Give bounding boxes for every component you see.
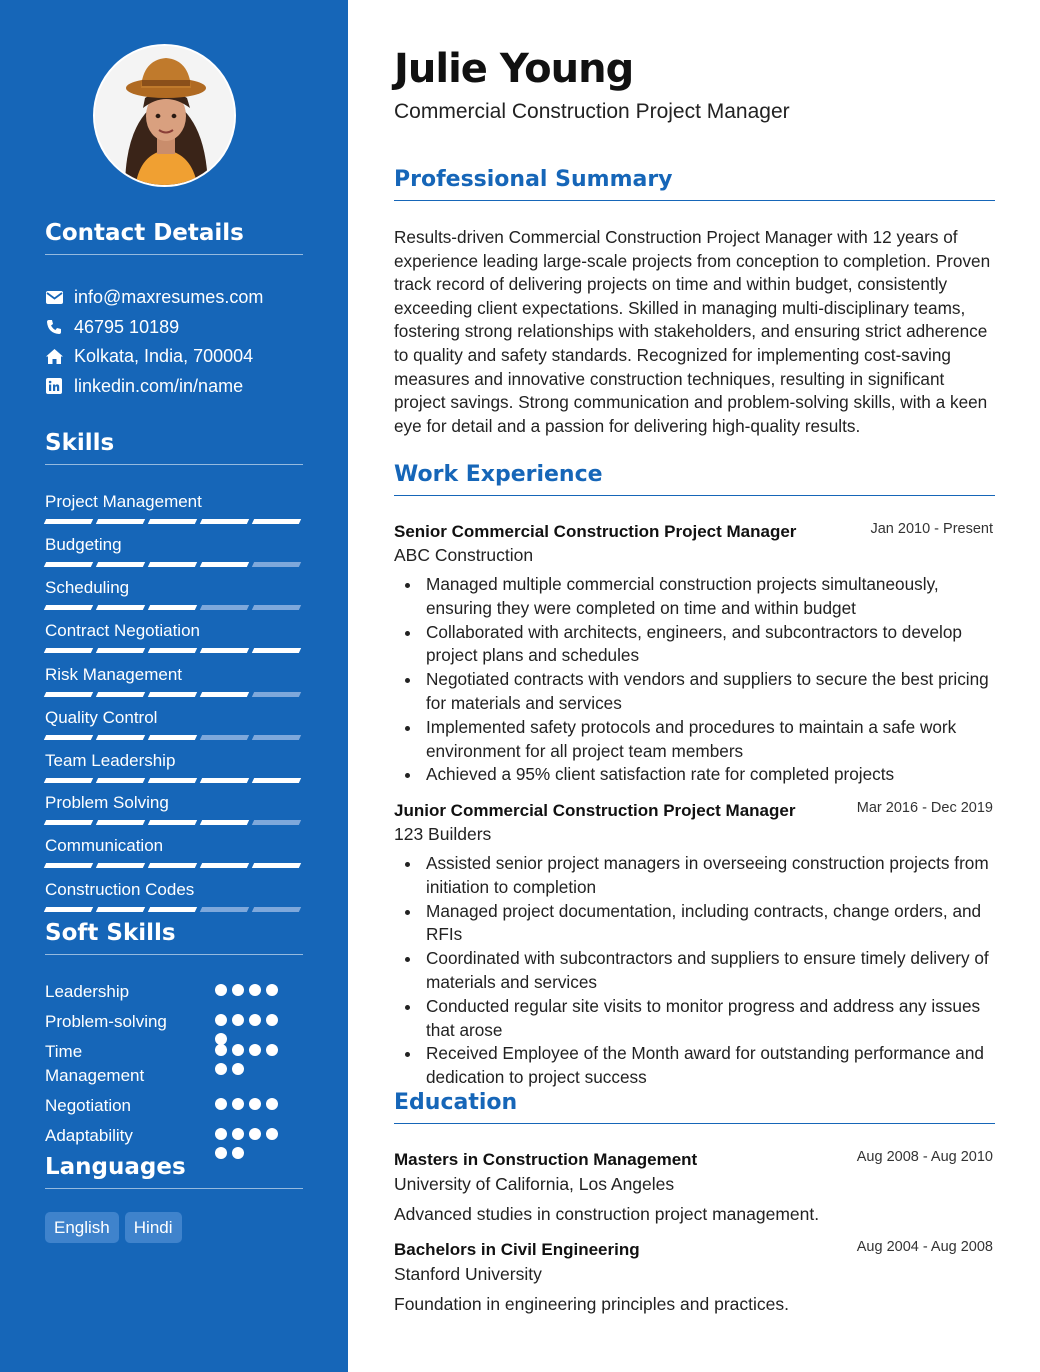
contact-linkedin-text: linkedin.com/in/name [74, 375, 244, 396]
skill-item [45, 577, 303, 610]
skill-level-segment [44, 692, 93, 697]
soft-skill-dot [215, 1014, 227, 1026]
list-item: Implemented safety protocols and procedures to maintain a safe work environment for all project team members [426, 716, 994, 764]
skill-level-segment [148, 778, 197, 783]
skill-level-segment [252, 863, 301, 868]
soft-skill-name: Negotiation [45, 1096, 132, 1115]
linkedin-icon [45, 377, 63, 395]
skill-level-segment [148, 735, 197, 740]
skill-name: Problem Solving [45, 793, 169, 812]
phone-icon [45, 318, 63, 336]
skill-level-bars [45, 820, 303, 825]
skill-level-segment [252, 605, 301, 610]
sidebar [0, 0, 348, 1372]
skill-level-segment [200, 519, 249, 524]
summary-text: Results-driven Commercial Construction Project Manager with 12 years of experience leading large-scale projects from conception to completion. Proven track record of delivering projects on time and within budget, consistently exceeding client expectations. Skilled in managing multi-disciplinary teams, fostering strong relationships with stakeholders, and ensuring strict adherence to quality and safety standards. Recognized for implementing cost-saving measures and innovative construction techniques, resulting in significant project savings. Strong communication and problem-solving skills, with a keen eye for detail and a passion for delivering high-quality results. [394, 227, 991, 436]
skill-name: Budgeting [45, 535, 122, 554]
languages-list [45, 1212, 182, 1243]
soft-skill-dot [232, 1128, 244, 1140]
skill-level-bars [45, 778, 303, 783]
soft-skill-item [45, 1040, 285, 1088]
skill-level-bars [45, 907, 303, 912]
skill-level-segment [96, 562, 145, 567]
soft-skill-dot [232, 1014, 244, 1026]
skill-level-segment [148, 648, 197, 653]
soft-skill-item [45, 1010, 285, 1034]
soft-skill-dot [249, 984, 261, 996]
list-item: Collaborated with architects, engineers, and subcontractors to develop project plans and schedules [426, 621, 994, 669]
skill-item [45, 534, 303, 567]
soft-skill-dots [215, 1044, 287, 1075]
summary-heading: Professional Summary [394, 167, 995, 201]
skill-level-segment [44, 863, 93, 868]
skill-item [45, 792, 303, 825]
skill-item [45, 491, 303, 524]
contact-address-text: Kolkata, India, 700004 [74, 345, 254, 366]
language-tag: Hindi [125, 1212, 182, 1243]
skill-level-segment [200, 778, 249, 783]
list-item: Managed project documentation, including contracts, change orders, and RFIs [426, 900, 994, 948]
soft-skill-dot [266, 984, 278, 996]
soft-skill-dot [249, 1044, 261, 1056]
soft-skill-name: Problem-solving [45, 1012, 167, 1031]
skill-name: Construction Codes [45, 880, 195, 899]
skill-level-segment [252, 648, 301, 653]
skill-level-segment [252, 778, 301, 783]
list-item: Conducted regular site visits to monitor progress and address any issues that arose [426, 995, 994, 1043]
skill-level-bars [45, 692, 303, 697]
contact-linkedin[interactable] [45, 375, 243, 397]
list-item: Assisted senior project managers in overseeing construction projects from initiation to completion [426, 852, 994, 900]
soft-skill-dots [215, 1098, 287, 1110]
skill-level-segment [44, 648, 93, 653]
page-title: Julie Young [394, 46, 634, 92]
skill-level-segment [200, 692, 249, 697]
edu-school: University of California, Los Angeles [394, 1174, 675, 1194]
skill-level-segment [200, 562, 249, 567]
list-item: Negotiated contracts with vendors and suppliers to secure the best pricing for materials and services [426, 668, 994, 716]
skill-level-segment [96, 778, 145, 783]
skill-level-segment [44, 562, 93, 567]
experience-heading: Work Experience [394, 462, 995, 496]
soft-skill-item [45, 980, 285, 1004]
soft-skill-dot [215, 1044, 227, 1056]
edu-school: Stanford University [394, 1264, 542, 1284]
skill-level-segment [252, 562, 301, 567]
language-tag: English [45, 1212, 119, 1243]
skill-level-segment [44, 907, 93, 912]
skill-level-segment [96, 820, 145, 825]
job-dates: Mar 2016 - Dec 2019 [856, 800, 993, 816]
list-item: Coordinated with subcontractors and suppliers to ensure timely delivery of materials and services [426, 947, 994, 995]
contact-phone-text: 46795 10189 [74, 316, 180, 337]
soft-skill-dot [215, 1098, 227, 1110]
soft-skill-dot [215, 984, 227, 996]
soft-skill-dots [215, 984, 287, 996]
skill-level-bars [45, 605, 303, 610]
soft-skill-dot [232, 1063, 244, 1075]
skill-level-segment [200, 863, 249, 868]
skill-name: Quality Control [45, 708, 158, 727]
skill-level-segment [148, 820, 197, 825]
skill-item [45, 707, 303, 740]
job-title: Senior Commercial Construction Project Manager [394, 522, 797, 541]
edu-dates: Aug 2008 - Aug 2010 [856, 1149, 993, 1165]
skill-item [45, 620, 303, 653]
profile-photo-icon [95, 46, 236, 187]
skill-level-segment [148, 692, 197, 697]
skill-level-segment [252, 519, 301, 524]
skill-level-segment [252, 820, 301, 825]
soft-skills-heading: Soft Skills [45, 920, 303, 955]
skill-level-segment [200, 735, 249, 740]
skill-level-bars [45, 562, 303, 567]
languages-heading: Languages [45, 1154, 303, 1189]
soft-skill-dot [249, 1098, 261, 1110]
soft-skill-item [45, 1094, 285, 1118]
job-role: Commercial Construction Project Manager [394, 100, 790, 123]
skill-item [45, 879, 303, 912]
skill-level-segment [252, 907, 301, 912]
skill-name: Scheduling [45, 578, 130, 597]
skill-level-segment [96, 519, 145, 524]
skill-level-segment [96, 863, 145, 868]
soft-skill-dot [215, 1063, 227, 1075]
edu-dates: Aug 2004 - Aug 2008 [856, 1239, 993, 1255]
soft-skill-dot [232, 1044, 244, 1056]
contact-phone[interactable] [45, 316, 179, 338]
skill-level-segment [148, 519, 197, 524]
education-heading: Education [394, 1090, 995, 1124]
skill-level-segment [44, 605, 93, 610]
skill-level-segment [148, 605, 197, 610]
job-dates: Jan 2010 - Present [870, 521, 993, 537]
contact-email-text: info@maxresumes.com [74, 286, 264, 307]
skill-level-segment [200, 820, 249, 825]
job-company: ABC Construction [394, 545, 534, 565]
soft-skill-dot [232, 984, 244, 996]
skill-name: Communication [45, 836, 164, 855]
skill-name: Risk Management [45, 665, 183, 684]
soft-skill-dot [249, 1014, 261, 1026]
skill-level-segment [96, 605, 145, 610]
skill-level-segment [200, 605, 249, 610]
soft-skill-dot [266, 1128, 278, 1140]
skill-level-segment [148, 863, 197, 868]
skill-level-segment [200, 648, 249, 653]
skill-level-segment [44, 778, 93, 783]
list-item: Achieved a 95% client satisfaction rate for completed projects [426, 763, 994, 787]
soft-skill-dot [249, 1128, 261, 1140]
avatar [93, 44, 236, 187]
home-icon [45, 347, 63, 365]
edu-degree: Bachelors in Civil Engineering [394, 1240, 640, 1259]
skill-name: Contract Negotiation [45, 621, 200, 640]
soft-skill-item [45, 1124, 285, 1148]
skill-level-segment [44, 820, 93, 825]
job-bullets [426, 852, 994, 1090]
soft-skill-dot [266, 1014, 278, 1026]
contact-address [45, 345, 253, 367]
skill-level-bars [45, 735, 303, 740]
soft-skill-dot [232, 1098, 244, 1110]
skill-level-segment [252, 692, 301, 697]
soft-skill-dot [215, 1128, 227, 1140]
skill-level-segment [148, 562, 197, 567]
job-title: Junior Commercial Construction Project Manager [394, 801, 796, 820]
job-bullets [426, 573, 994, 787]
skill-name: Project Management [45, 492, 202, 511]
soft-skill-name: Leadership [45, 982, 130, 1001]
edu-description: Foundation in engineering principles and practices. [394, 1294, 789, 1314]
contact-heading: Contact Details [45, 220, 303, 255]
skill-level-segment [44, 519, 93, 524]
skill-item [45, 750, 303, 783]
soft-skill-dot [266, 1044, 278, 1056]
skill-item [45, 664, 303, 697]
edu-description: Advanced studies in construction project management. [394, 1204, 820, 1224]
list-item: Received Employee of the Month award for outstanding performance and dedication to project success [426, 1042, 994, 1090]
edu-degree: Masters in Construction Management [394, 1150, 698, 1169]
skills-heading: Skills [45, 430, 303, 465]
skill-level-segment [96, 692, 145, 697]
skill-level-segment [96, 648, 145, 653]
skill-level-segment [96, 735, 145, 740]
skill-level-segment [148, 907, 197, 912]
skill-level-segment [44, 735, 93, 740]
contact-email[interactable] [45, 286, 263, 308]
skill-level-segment [96, 907, 145, 912]
job-company: 123 Builders [394, 824, 492, 844]
skill-level-bars [45, 519, 303, 524]
skill-name: Team Leadership [45, 751, 176, 770]
soft-skill-name: Adaptability [45, 1126, 133, 1145]
envelope-icon [45, 288, 63, 306]
skill-level-bars [45, 863, 303, 868]
skill-level-segment [200, 907, 249, 912]
skill-level-segment [252, 735, 301, 740]
soft-skill-name: Time Management [45, 1042, 145, 1085]
skill-item [45, 835, 303, 868]
soft-skill-dot [266, 1098, 278, 1110]
skill-level-bars [45, 648, 303, 653]
list-item: Managed multiple commercial construction projects simultaneously, ensuring they were completed on time and within budget [426, 573, 994, 621]
